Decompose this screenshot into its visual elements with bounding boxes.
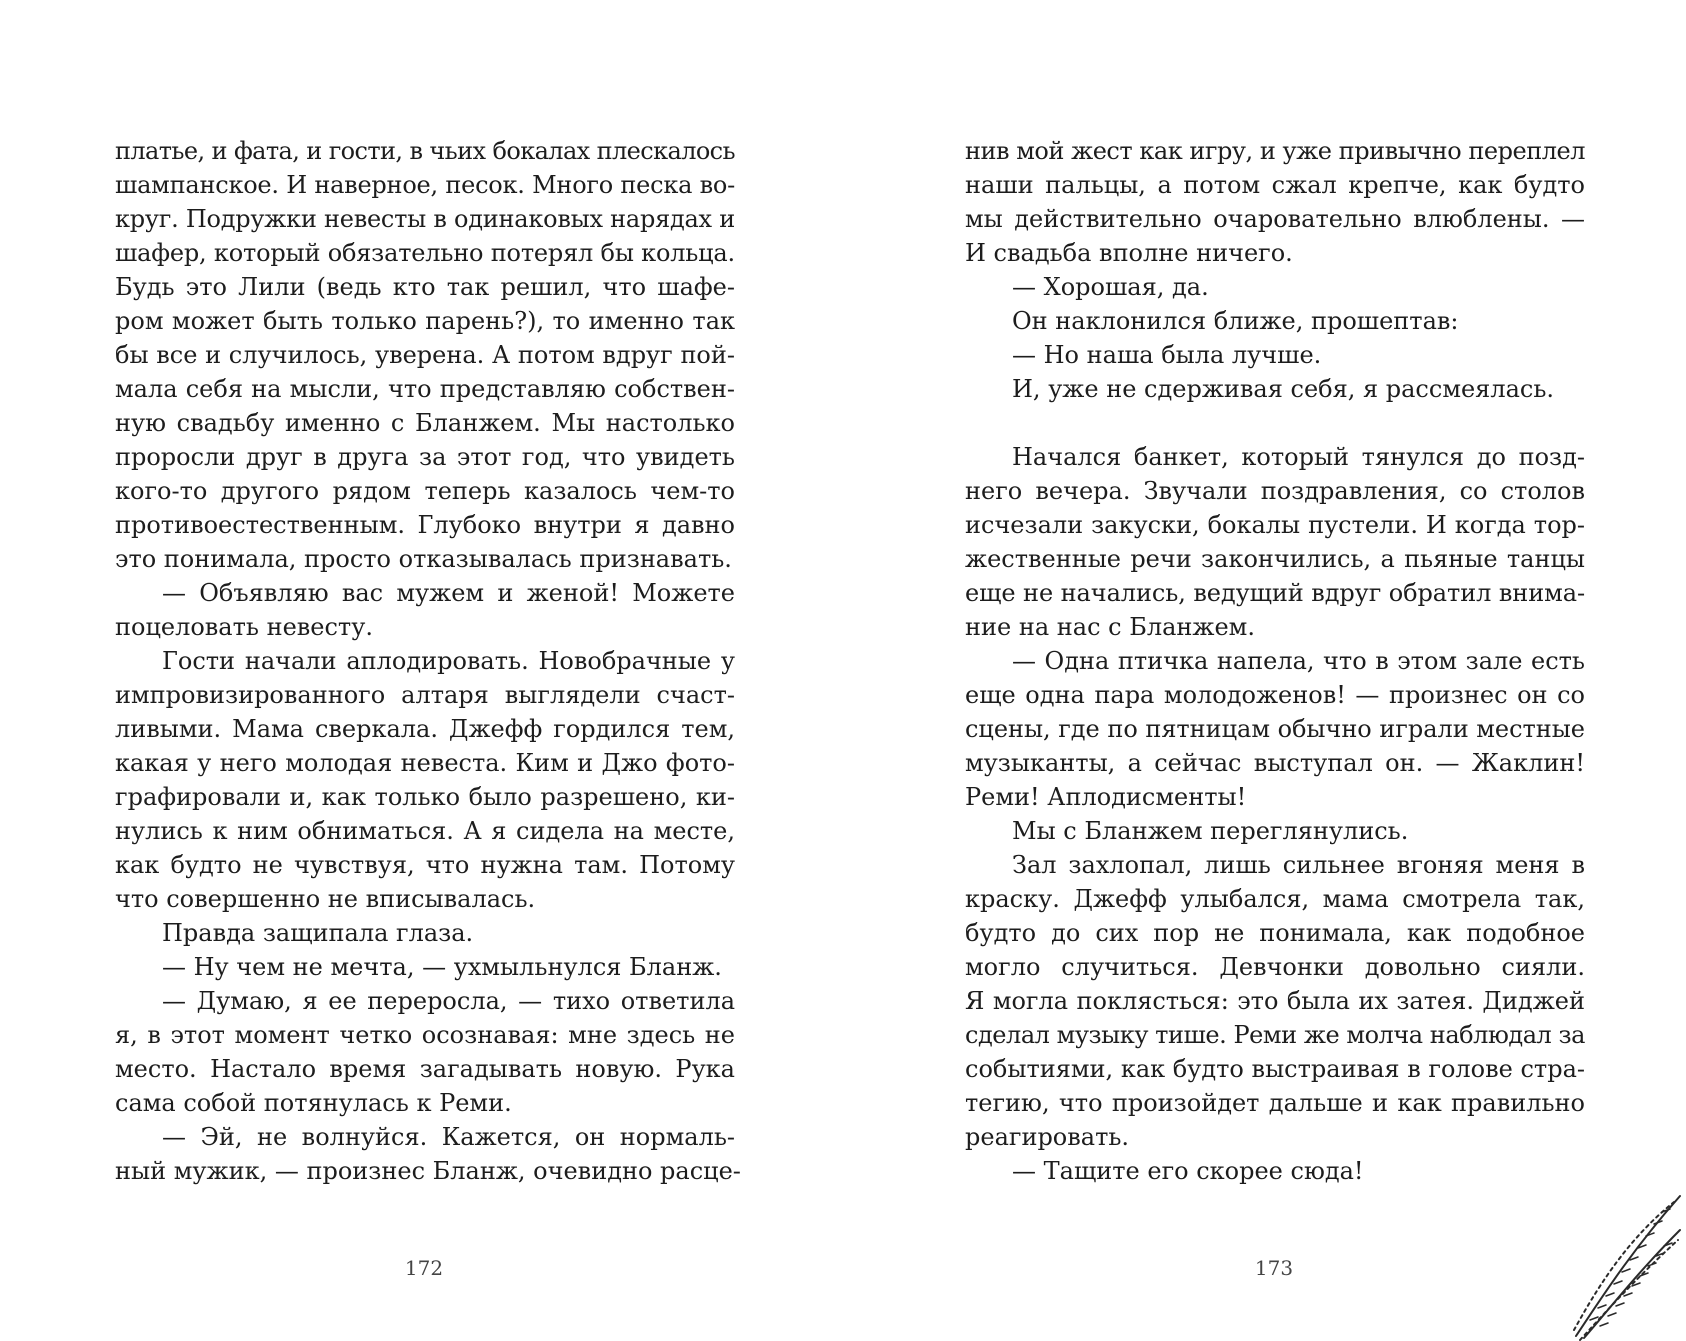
text-line: кого-то другого рядом теперь казалось чем-то	[115, 477, 735, 505]
text-line: Реми! Аплодисменты!	[965, 783, 1247, 811]
text-line: — Думаю, я ее переросла, — тихо ответила	[162, 987, 735, 1015]
text-line: — Тащите его скорее сюда!	[1012, 1157, 1364, 1185]
text-line: сама собой потянулась к Реми.	[115, 1089, 512, 1117]
text-line: могло случиться. Девчонки довольно сияли.	[965, 953, 1585, 981]
text-line: И, уже не сдерживая себя, я рассмеялась.	[1012, 375, 1555, 403]
text-line: нив мой жест как игру, и уже привычно переплел	[965, 137, 1585, 165]
text-line: Он наклонился ближе, прошептав:	[1012, 307, 1459, 335]
text-line: жественные речи закончились, а пьяные танцы	[965, 545, 1585, 573]
text-line: шампанское. И наверное, песок. Много песка во-	[115, 171, 735, 199]
text-line: нулись к ним обниматься. А я сидела на месте,	[115, 817, 735, 845]
text-line: еще одна пара молодоженов! — произнес он со	[965, 681, 1585, 709]
text-line: это понимала, просто отказывалась признавать.	[115, 545, 732, 573]
text-line: реагировать.	[965, 1123, 1130, 1151]
page-number: 173	[1254, 1256, 1294, 1280]
text-line: — Одна птичка напела, что в этом зале есть	[1012, 647, 1585, 675]
text-line: ливыми. Мама сверкала. Джефф гордился тем,	[115, 715, 735, 743]
text-line: еще не начались, ведущий вдруг обратил внима-	[965, 579, 1585, 607]
text-line: — Объявляю вас мужем и женой! Можете	[162, 579, 735, 607]
text-line: музыканты, а сейчас выступал он. — Жаклин!	[965, 749, 1585, 777]
text-line: ние на нас с Бланжем.	[965, 613, 1255, 641]
text-line: какая у него молодая невеста. Ким и Джо фото-	[115, 749, 735, 777]
text-line: я, в этот момент четко осознавая: мне здесь не	[115, 1021, 735, 1049]
text-line: мы действительно очаровательно влюблены. —	[965, 205, 1585, 233]
text-line: наши пальцы, а потом сжал крепче, как будто	[965, 171, 1585, 199]
text-line: него вечера. Звучали поздравления, со столов	[965, 477, 1585, 505]
text-line: ную свадьбу именно с Бланжем. Мы настолько	[115, 409, 735, 437]
text-line: тегию, что произойдет дальше и как правильно	[965, 1089, 1585, 1117]
text-line: ром может быть только парень?), то именно так	[115, 307, 735, 335]
right-page-text	[965, 134, 1585, 1188]
text-line: Гости начали аплодировать. Новобрачные у	[162, 647, 735, 675]
text-line: краску. Джефф улыбался, мама смотрела так,	[965, 885, 1585, 913]
text-line: событиями, как будто выстраивая в голове стра-	[965, 1055, 1585, 1083]
right-page	[843, 0, 1686, 1341]
page-number: 172	[404, 1256, 444, 1280]
text-line: исчезали закуски, бокалы пустели. И когда тор-	[965, 511, 1585, 539]
text-line: бы все и случилось, уверена. А потом вдруг пой-	[115, 341, 735, 369]
leaf-ornament-icon	[1570, 1190, 1686, 1341]
text-line: Начался банкет, который тянулся до позд-	[1012, 443, 1585, 471]
text-line: круг. Подружки невесты в одинаковых нарядах и	[115, 205, 735, 233]
text-line: Мы с Бланжем переглянулись.	[1012, 817, 1409, 845]
text-line: импровизированного алтаря выглядели счаст-	[115, 681, 735, 709]
text-line: — Но наша была лучше.	[1012, 341, 1322, 369]
text-line: И свадьба вполне ничего.	[965, 239, 1293, 267]
text-line: Будь это Лили (ведь кто так решил, что шафе-	[115, 273, 735, 301]
text-line: — Ну чем не мечта, — ухмыльнулся Бланж.	[162, 953, 722, 981]
text-line: проросли друг в друга за этот год, что увидеть	[115, 443, 735, 471]
text-line: сделал музыку тише. Реми же молча наблюдал за	[965, 1021, 1585, 1049]
text-line: — Эй, не волнуйся. Кажется, он нормаль-	[162, 1123, 735, 1151]
text-line: графировали и, как только было разрешено, ки-	[115, 783, 735, 811]
text-line: — Хорошая, да.	[1012, 273, 1209, 301]
text-line: что совершенно не вписывалась.	[115, 885, 536, 913]
text-line: ный мужик, — произнес Бланж, очевидно расце-	[115, 1157, 741, 1185]
text-line: противоестественным. Глубоко внутри я давно	[115, 511, 735, 539]
section-break	[965, 406, 1585, 440]
text-line: мала себя на мысли, что представляю собствен-	[115, 375, 735, 403]
text-line: сцены, где по пятницам обычно играли местные	[965, 715, 1585, 743]
text-line: Зал захлопал, лишь сильнее вгоняя меня в	[1012, 851, 1585, 879]
text-line: Правда защипала глаза.	[162, 919, 474, 947]
text-line: Я могла поклясться: это была их затея. Диджей	[965, 987, 1585, 1015]
text-line: поцеловать невесту.	[115, 613, 373, 641]
left-page-text	[115, 134, 741, 1188]
text-line: платье, и фата, и гости, в чьих бокалах плескалось	[115, 137, 735, 165]
text-line: место. Настало время загадывать новую. Рука	[115, 1055, 735, 1083]
text-line: шафер, который обязательно потерял бы кольца.	[115, 239, 735, 267]
text-line: как будто не чувствуя, что нужна там. Потому	[115, 851, 735, 879]
text-line: будто до сих пор не понимала, как подобное	[965, 919, 1585, 947]
